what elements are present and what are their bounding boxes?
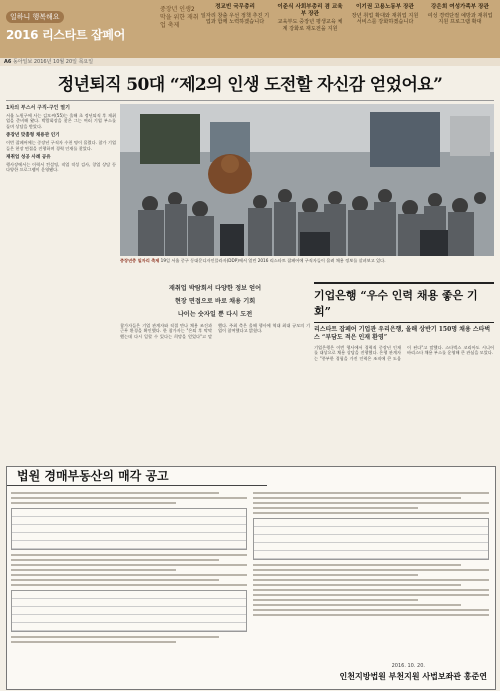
paragraph: 서울 노원구에 사는 김모씨(55)는 올해 초 정년퇴직 후 재취업을 준비해 왔다. 박람회장을 찾은 그는 여러 기업 부스를 돌며 상담을 받았다. <box>6 113 116 129</box>
page-runner <box>0 58 500 66</box>
notice-date: 2016. 10. 20. <box>391 663 425 669</box>
byline: 1차의 부스서 구직-구인 열기 <box>6 105 70 111</box>
message-card <box>350 4 420 52</box>
article-body: 참가자들은 기업 관계자와 직접 만나 채용 조건과 근무 환경을 확인했다. 한 참가자는 "은퇴 후 막막했는데 다시 일할 수 있다는 희망을 얻었다"고 말했다. 주최 측은 올해 행사에 역대 최대 규모의 기업이 참여했다고 밝혔다. <box>120 323 310 339</box>
notice-column <box>253 489 489 659</box>
runner-text: 동아일보 2016년 10월 20일 목요일 <box>12 59 94 65</box>
message-card-title: 이준식 사회부총리 겸 교육부 장관 <box>277 4 343 17</box>
paragraph: 이번 잡페어에는 중장년 구직자 수천 명이 몰렸다. 참가 기업들은 현장 면접을 진행하며 경력 인재를 찾았다. <box>6 140 116 151</box>
notice-table <box>11 508 247 550</box>
pull-quote: 현장 면접으로 바로 채용 기회 <box>174 298 256 305</box>
message-card <box>200 4 270 52</box>
article-body: 기업은행은 이번 행사에서 경력직 중장년 인재를 대상으로 채용 상담을 진행했다. 은행 관계자는 "풍부한 경험을 가진 인력은 조직에 큰 도움이 된다"고 말했다. 스타벅스 코리아도 시니어 바리스타 채용 부스를 운영해 큰 관심을 모았다. <box>314 345 494 361</box>
middle-column <box>120 282 310 464</box>
auction-notice <box>6 466 496 690</box>
series-block <box>6 4 156 54</box>
right-article <box>314 282 494 464</box>
message-card-title: 이기권 고용노동부 장관 <box>356 4 414 10</box>
message-card <box>425 4 495 52</box>
series-title: 2016 리스타트 잡페어 <box>6 28 125 42</box>
main-headline: 정년퇴직 50대 “제2의 인생 도전할 자신감 얻었어요” <box>57 75 443 95</box>
notice-column <box>11 489 247 659</box>
message-card-text: 교육부도 중장년 평생교육 체계 강화로 재도전을 지원 <box>277 19 343 32</box>
notice-table <box>253 518 489 560</box>
message-card-text: 일자리 창출 우선 정책 추진 기업과 함께 노력하겠습니다 <box>200 12 270 26</box>
page-number: A6 <box>4 59 12 65</box>
photo-caption <box>120 258 494 278</box>
message-card-text: 여성 경력단절 예방과 재취업 지원 프로그램 확대 <box>427 12 493 26</box>
caption-text: 19일 서울 중구 동대문디자인플라자(DDP)에서 열린 2016 리스타트 잡페어에 구직자들이 몰려 채용 정보를 살펴보고 있다. <box>160 258 386 263</box>
subhead: 중장년 맞춤형 채용관 인기 <box>6 133 60 139</box>
article-title: 기업은행 “우수 인력 채용 좋은 기회” <box>314 282 494 323</box>
caption-lead: 중장년층 일자리 축제 <box>120 258 160 263</box>
section-header <box>0 0 500 58</box>
notice-signature: 인천지방법원 부천지원 사법보좌관 홍준연 <box>339 671 487 681</box>
divider <box>6 100 494 101</box>
pull-quote: 재취업 박람회서 다양한 정보 얻어 <box>168 285 262 292</box>
crowd-photo <box>120 104 494 256</box>
article-subtitle: 리스타트 잡페어 기업관 우리은행, 올해 상반기 150명 채용 스타벅스 “부담도 적은 인재 환영” <box>314 326 491 341</box>
left-column <box>6 104 116 464</box>
pull-quote: 나이는 숫자일 뿐 다시 도전 <box>177 311 253 318</box>
notice-body <box>11 489 489 659</box>
series-tag: 일하니 행복해요 <box>6 11 64 23</box>
message-card-title: 강은희 여성가족부 장관 <box>431 4 489 10</box>
message-card-title: 정교빈 국무총리 <box>215 4 255 10</box>
message-card-text: 장년 취업 확대와 재취업 지원 서비스를 강화하겠습니다 <box>351 12 419 26</box>
notice-table <box>11 590 247 632</box>
notice-title: 법원 경매부동산의 매각 공고 <box>7 467 267 486</box>
subhead: 재취업 성공 사례 공유 <box>6 155 51 161</box>
series-subtitle: 중장년 인생2막을 위한 재취업 축제 <box>160 6 199 29</box>
message-card <box>275 4 345 52</box>
paragraph: 행사장에서는 이력서 컨설팅, 직업 적성 검사, 창업 상담 등 다양한 프로그램이 운영됐다. <box>6 162 116 173</box>
